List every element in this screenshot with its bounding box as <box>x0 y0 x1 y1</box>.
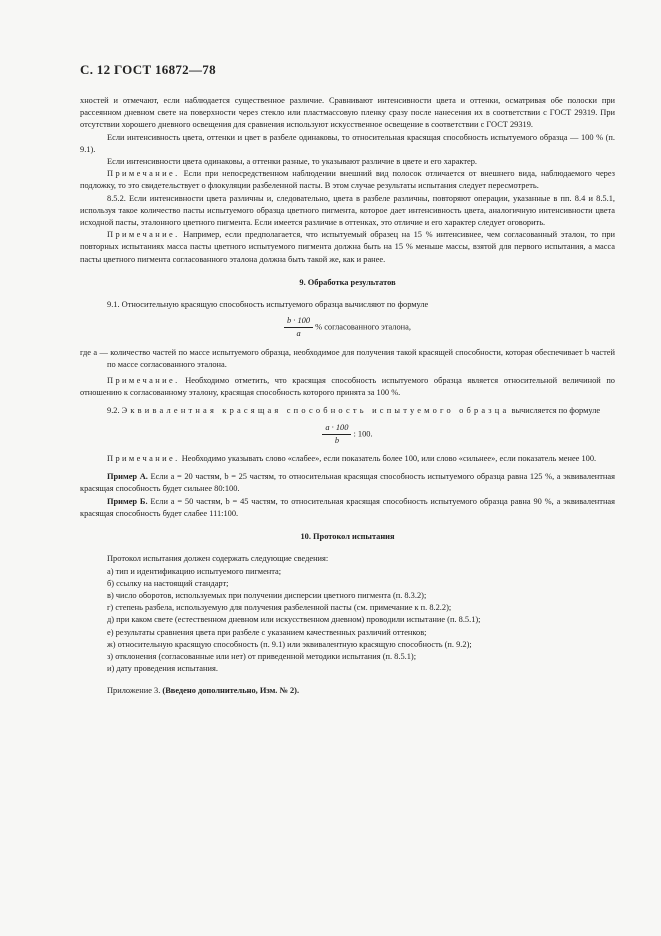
note-weaker-stronger <box>80 453 615 465</box>
list-item: з) отклонения (согласованные или нет) от приведенной методики испытания (п. 8.5.1); <box>107 651 417 661</box>
paragraph-different-shades: Если интенсивности цвета одинаковы, а оттенки разные, то указывают различие в цвете и его характер. <box>107 157 478 167</box>
list-item: в) число оборотов, используемых при получении дисперсии цветного пигмента (п. 8.3.2); <box>107 590 427 600</box>
fraction-denominator: a <box>296 329 301 339</box>
section-10-heading: 10. Протокол испытания <box>300 532 395 542</box>
note-label: Примечание. <box>107 376 180 386</box>
paragraph-continuation: хностей и отмечают, если наблюдается существенное различие. Сравнивают интенсивности цвета и оттенки, осматривая обе полоски при рассеянном дневном свете на поверхности через стекло или пластмассовую пленку сразу после нанесения их в соответствии с ГОСТ 29319. При отсутствии хорошего дневного освещения для сравнения используют искусственное освещение в соответствии с ГОСТ 29319. <box>80 96 615 130</box>
example-a <box>80 471 615 495</box>
note-label: Примечание. <box>107 454 180 464</box>
report-items-list <box>80 566 615 676</box>
fraction <box>322 422 351 447</box>
paragraph-9-1: 9.1. Относительную красящую способность испытуемого образца вычисляют по формуле <box>107 300 429 310</box>
formula-equivalent-strength <box>80 422 615 447</box>
paragraph-10: Протокол испытания должен содержать следующие сведения: <box>107 554 329 564</box>
list-item: и) дату проведения испытания. <box>107 664 218 674</box>
page-header: С. 12 ГОСТ 16872—78 <box>80 62 216 77</box>
example-b <box>80 496 615 520</box>
paragraph-equal-intensity: Если интенсивность цвета, оттенки и цвет в разбеле одинаковы, то относительная красящая способность испытуемого образца — 100 % (п. 9.1). <box>80 132 615 154</box>
note-text: Если при непосредственном наблюдении внешний вид полосок отличается от внешнего вида, наблюдаемого через подложку, то это свидетельствует о флокуляции разбеленной пасты. В этом случае результаты испытания следует пересмотреть. <box>80 169 615 191</box>
formula-legend: где a — количество частей по массе испытуемого образца, необходимое для получения такой красящей способности, которая обеспечивает b частей по массе согласованного эталона. <box>80 347 615 369</box>
paragraph-9-2 <box>80 405 615 417</box>
list-item: д) при каком свете (естественном дневном или искусственном дневном) проводили испытание (п. 8.5.1); <box>107 615 481 625</box>
note-flocculation <box>80 168 615 192</box>
example-text: Если a = 50 частям, b = 45 частям, то относительная красящая способность испытуемого образца равна 90 %, а эквивалентная красящая способность будет слабее 111:100. <box>80 496 615 518</box>
appendix-reference <box>80 685 615 697</box>
note-text: Необходимо отметить, что красящая способность испытуемого образца является относительной величиной по отношению к согласованному эталону, красящая способность которого принята за 100 %. <box>80 376 615 398</box>
note-text: Например, если предполагается, что испытуемый образец на 15 % интенсивнее, чем согласованный эталон, то при повторных испытаниях масса пасты цветного испытуемого пигмента должна быть на 15 % меньше массы, взятой для первого испытания, а масса пасты цветного пигмента согласованного эталона должна быть такой же, как и ранее. <box>80 230 615 264</box>
clause-number: 9.2. <box>107 406 120 416</box>
note-text: Необходимо указывать слово «слабее», если показатель более 100, или слово «сильнее», если показатель менее 100. <box>179 454 597 464</box>
fraction-numerator: a · 100 <box>322 422 351 435</box>
formula-relative-strength <box>80 315 615 340</box>
list-item: б) ссылку на настоящий стандарт; <box>107 578 229 588</box>
list-item: е) результаты сравнения цвета при разбеле с указанием качественных различий оттенков; <box>107 627 427 637</box>
note-label: Примечание. <box>107 169 180 179</box>
formula-tail: % согласованного эталона, <box>315 322 411 332</box>
list-item: г) степень разбела, используемую для получения разбеленной пасты (см. примечание к п. 8.2.2); <box>107 603 452 613</box>
fraction-numerator: b · 100 <box>284 315 313 328</box>
example-label: Пример А. <box>107 472 148 482</box>
note-example-15 <box>80 229 615 266</box>
example-label: Пример Б. <box>107 496 148 506</box>
list-item: а) тип и идентификацию испытуемого пигмента; <box>107 566 282 576</box>
section-9-heading: 9. Обработка результатов <box>299 277 396 287</box>
fraction-denominator: b <box>334 435 339 445</box>
document-body <box>80 95 615 698</box>
example-text: Если a = 20 частям, b = 25 частям, то относительная красящая способность испытуемого образца равна 125 %, а эквивалентная красящая способность будет сильнее 80:100. <box>80 472 615 494</box>
note-label: Примечание. <box>107 230 180 240</box>
appendix-amendment: (Введено дополнительно, Изм. № 2). <box>162 686 300 696</box>
clause-tail: вычисляется по формуле <box>509 406 601 416</box>
paragraph-8-5-2: 8.5.2. Если интенсивности цвета различны и, следовательно, цвета в разбеле различны, повторяют операции, указанные в пп. 8.4 и 8.5.1, используя такое количество пасты испытуемого образца цветного пигмента, которое дает интенсивность цвета, аналогичную интенсивности цвета исходной пасты, эталонного цветного пигмента. Если имеется различие в оттенках, это отличие и его характер следует оговорить. <box>80 193 615 228</box>
note-relative-value <box>80 375 615 399</box>
list-item: ж) относительную красящую способность (п. 9.1) или эквивалентную красящую способность (п. 9.2); <box>107 639 472 649</box>
fraction <box>284 315 313 340</box>
appendix-lead: Приложение 3. <box>107 686 161 696</box>
clause-spaced-term: Эквивалентная красящая способность испытуемого образца <box>121 406 510 416</box>
formula-tail: : 100. <box>353 429 373 439</box>
